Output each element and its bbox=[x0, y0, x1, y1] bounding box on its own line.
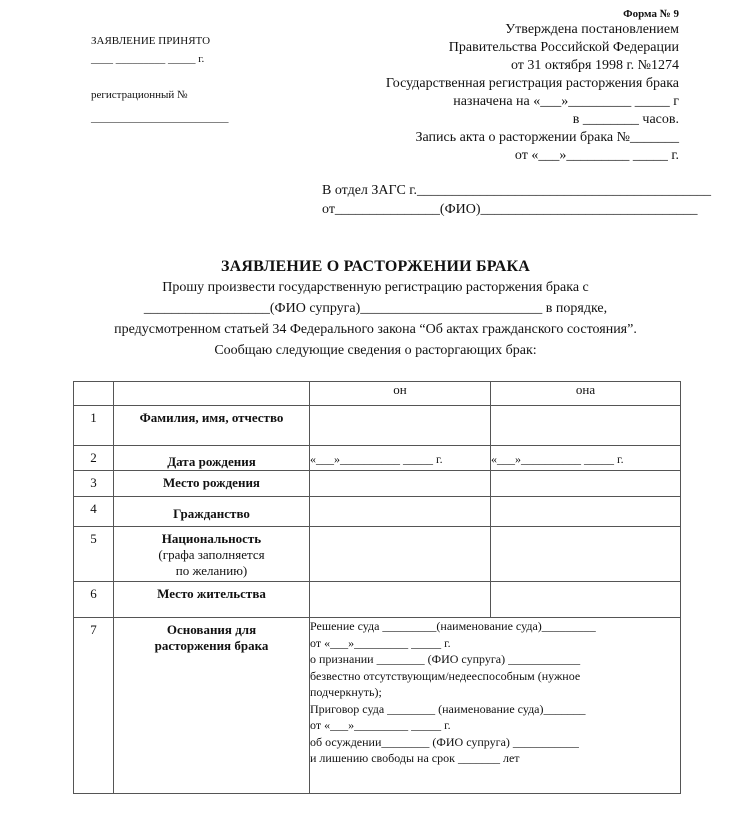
grounds-line: Приговор суда ________ (наименование суда)_______ bbox=[310, 701, 586, 716]
acceptance-date-line: ____ _________ _____ г. bbox=[91, 53, 205, 65]
cell-he-birth-place[interactable] bbox=[310, 471, 491, 497]
grounds-line: безвестно отсутствующим/недееспособным (нужное bbox=[310, 668, 581, 683]
row-label-birth-date: Дата рождения bbox=[114, 446, 310, 471]
grounds-details bbox=[310, 618, 681, 794]
row-number: 3 bbox=[74, 471, 114, 497]
row-number: 6 bbox=[74, 582, 114, 618]
row-label-nationality bbox=[114, 527, 310, 582]
body-line-2: __________________(ФИО супруга)__________________________ в порядке, bbox=[143, 301, 608, 316]
row-label-full-name: Фамилия, имя, отчество bbox=[114, 406, 310, 446]
applicant-line: от_______________(ФИО)_______________________________ bbox=[322, 202, 698, 217]
table-row bbox=[74, 497, 681, 527]
table-header-num bbox=[74, 382, 114, 406]
body-line-1: Прошу произвести государственную регистрацию расторжения брака с bbox=[162, 280, 589, 295]
row-label-birth-place: Место рождения bbox=[114, 471, 310, 497]
row-label-grounds bbox=[114, 618, 310, 794]
registration-date-line: назначена на «___»_________ _____ г bbox=[453, 94, 679, 109]
row-number: 7 bbox=[74, 618, 114, 794]
grounds-line: о признании ________ (ФИО супруга) ____________ bbox=[310, 652, 581, 666]
cell-she-residence[interactable] bbox=[491, 582, 681, 618]
row-number: 1 bbox=[74, 406, 114, 446]
body-line-4: Сообщаю следующие сведения о расторгающих брак: bbox=[214, 343, 537, 358]
grounds-line: Решение суда _________(наименование суда)_________ bbox=[310, 619, 596, 633]
table-header-row bbox=[74, 382, 681, 406]
table-row bbox=[74, 446, 681, 471]
acceptance-title: ЗАЯВЛЕНИЕ ПРИНЯТО bbox=[91, 35, 211, 47]
grounds-line: подчеркнуть); bbox=[310, 685, 382, 699]
column-he: он bbox=[310, 382, 491, 406]
grounds-line: и лишению свободы на срок _______ лет bbox=[310, 751, 520, 765]
nationality-note-1: (графа заполняется bbox=[158, 547, 265, 562]
column-she: она bbox=[491, 382, 681, 406]
registration-line-1: Государственная регистрация расторжения брака bbox=[385, 76, 679, 91]
cell-he-citizenship[interactable] bbox=[310, 497, 491, 527]
cell-she-full-name[interactable] bbox=[491, 406, 681, 446]
cell-he-nationality[interactable] bbox=[310, 527, 491, 582]
approval-line-1: Утверждена постановлением bbox=[505, 22, 679, 37]
grounds-line: об осуждении________ (ФИО супруга) ___________ bbox=[310, 734, 579, 749]
cell-he-birth-date[interactable]: «___»__________ _____ г. bbox=[310, 446, 491, 471]
row-number: 5 bbox=[74, 527, 114, 582]
document-title: ЗАЯВЛЕНИЕ О РАСТОРЖЕНИИ БРАКА bbox=[220, 258, 531, 275]
grounds-label-1: Основания для bbox=[166, 622, 257, 637]
cell-she-nationality[interactable] bbox=[491, 527, 681, 582]
row-number: 4 bbox=[74, 497, 114, 527]
registry-office-line: В отдел ЗАГС г.__________________________________________ bbox=[322, 183, 711, 198]
record-date-line: от «___»_________ _____ г. bbox=[514, 148, 679, 163]
grounds-line: от «___»_________ _____ г. bbox=[310, 635, 451, 650]
cell-she-citizenship[interactable] bbox=[491, 497, 681, 527]
row-label-citizenship: Гражданство bbox=[114, 497, 310, 527]
cell-he-full-name[interactable] bbox=[310, 406, 491, 446]
cell-he-residence[interactable] bbox=[310, 582, 491, 618]
row-label-residence: Место жительства bbox=[114, 582, 310, 618]
body-line-3: предусмотренном статьей 34 Федерального закона “Об актах гражданского состояния”. bbox=[114, 322, 637, 337]
grounds-line: от «___»_________ _____ г. bbox=[310, 718, 451, 732]
registration-number-label: регистрационный № bbox=[91, 89, 188, 101]
table-row bbox=[74, 471, 681, 497]
record-number-line: Запись акта о расторжении брака №_______ bbox=[415, 130, 679, 145]
table-row bbox=[74, 618, 681, 794]
approval-line-3: от 31 октября 1998 г. №1274 bbox=[510, 58, 679, 73]
cell-she-birth-date[interactable]: «___»__________ _____ г. bbox=[491, 446, 681, 471]
approval-line-2: Правительства Российской Федерации bbox=[448, 40, 679, 55]
cell-she-birth-place[interactable] bbox=[491, 471, 681, 497]
nationality-label: Национальность bbox=[161, 531, 262, 546]
table-header-label bbox=[114, 382, 310, 406]
table-row bbox=[74, 527, 681, 582]
row-number: 2 bbox=[74, 446, 114, 471]
table-row bbox=[74, 582, 681, 618]
registration-number-line: _________________________ bbox=[91, 112, 229, 124]
registration-time-line: в ________ часов. bbox=[572, 112, 679, 127]
grounds-label-2: расторжения брака bbox=[154, 638, 269, 653]
spouses-info-table bbox=[73, 381, 681, 794]
form-number: Форма № 9 bbox=[623, 8, 679, 20]
nationality-note-2: по желанию) bbox=[175, 563, 248, 578]
table-row bbox=[74, 406, 681, 446]
